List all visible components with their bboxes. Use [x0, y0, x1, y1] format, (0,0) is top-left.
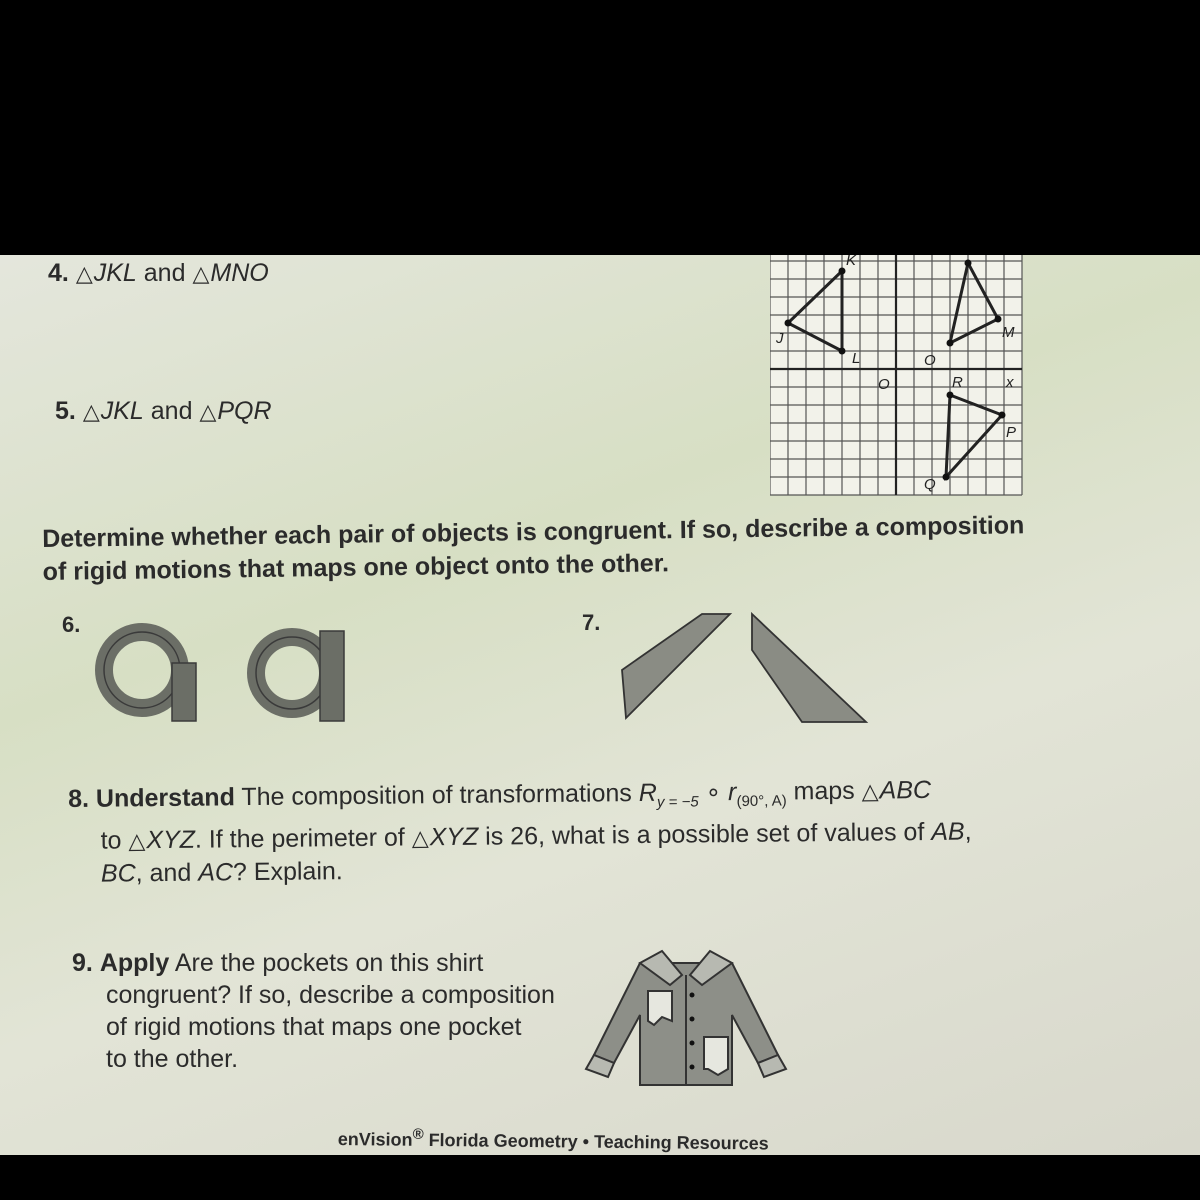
compose-symbol: ∘ — [705, 778, 722, 807]
instructions-line-1: Determine whether each pair of objects is congruent. If so, describe a composition — [42, 511, 1025, 553]
shirt-figure — [582, 945, 792, 1090]
problem-8-text-3: is 26, what is a possible set of values of — [485, 818, 925, 851]
label-j: J — [776, 330, 784, 347]
segment-ac: AC — [198, 858, 234, 887]
instructions-line-2: of rigid motions that maps one object onto the other. — [42, 549, 670, 586]
reflection-subscript: y = −5 — [656, 793, 699, 811]
footer-section: Teaching Resources — [593, 1131, 769, 1154]
triangle-symbol-icon: △ — [82, 399, 100, 424]
and-word: and — [143, 259, 186, 287]
triangle-mno: MNO — [210, 259, 269, 287]
segment-bc: BC — [100, 859, 136, 888]
coordinate-grid — [770, 255, 1032, 500]
triangle-xyz: XYZ — [146, 825, 196, 855]
label-l: L — [852, 350, 861, 367]
problem-8-text: The composition of transformations — [241, 779, 632, 812]
triangle-jkl: JKL — [100, 397, 144, 425]
explain-text: ? Explain. — [232, 857, 343, 887]
maps-word: maps — [793, 776, 855, 806]
problem-5-number: 5. — [55, 397, 76, 425]
triangle-symbol-icon: △ — [75, 261, 93, 286]
problem-5 — [55, 397, 272, 426]
problem-9 — [72, 947, 602, 1075]
reflection-r: R — [638, 778, 657, 808]
label-x: x — [1006, 374, 1014, 391]
rotation-r: r — [727, 778, 737, 807]
problem-9-number: 9. — [72, 949, 93, 977]
problem-9-line-1 — [72, 947, 602, 979]
problem-4 — [48, 259, 269, 288]
footer — [338, 1125, 769, 1155]
problem-6-number: 6. — [62, 612, 81, 637]
triangle-symbol-icon: △ — [199, 399, 217, 424]
rotation-subscript: (90°, A) — [736, 792, 787, 810]
footer-registered: ® — [412, 1125, 424, 1143]
label-o-origin: O — [878, 376, 890, 393]
problem-9-line-2: congruent? If so, describe a composition — [106, 981, 555, 1009]
triangle-symbol-icon: △ — [861, 778, 879, 804]
triangle-symbol-icon: △ — [192, 261, 210, 286]
parallelograms-figure — [612, 610, 872, 730]
problem-8-text-2: . If the perimeter of — [194, 823, 405, 854]
pocket-left-icon — [648, 991, 672, 1025]
shirt-icon — [586, 951, 786, 1085]
triangle-xyz-2: XYZ — [429, 822, 479, 852]
problem-8 — [68, 772, 1109, 890]
segment-ab: AB — [931, 817, 965, 846]
label-q: Q — [924, 476, 936, 493]
problem-4-number: 4. — [48, 259, 69, 287]
footer-brand: enVision — [337, 1128, 413, 1150]
pocket-right-icon — [704, 1037, 728, 1075]
triangle-abc: ABC — [879, 775, 932, 805]
footer-bullet: • — [582, 1131, 590, 1152]
comma: , — [964, 817, 972, 846]
label-o-vertex: O — [924, 352, 936, 369]
letter-a-icon — [256, 631, 344, 721]
triangle-symbol-icon: △ — [411, 825, 429, 851]
problem-8-number: 8. — [68, 784, 90, 813]
problem-9-line-3: of rigid motions that maps one pocket — [106, 1013, 522, 1041]
instructions — [42, 508, 1083, 589]
letter-q-icon — [104, 632, 196, 721]
triangle-pqr: PQR — [217, 397, 272, 425]
label-k: K — [846, 255, 857, 269]
and-word: and — [150, 397, 193, 425]
problem-9-line-4: to the other. — [106, 1045, 239, 1073]
label-r: R — [952, 374, 963, 391]
q-and-a-figure — [92, 615, 352, 725]
and-text: , and — [135, 858, 192, 888]
problem-8-keyword: Understand — [95, 783, 236, 813]
parallelogram-left-icon — [622, 614, 730, 718]
problem-9-keyword: Apply — [99, 949, 170, 977]
label-m: M — [1002, 324, 1015, 341]
to-word: to — [100, 826, 122, 855]
footer-title: Florida Geometry — [428, 1129, 578, 1152]
label-p: P — [1006, 424, 1017, 441]
parallelogram-right-icon — [752, 614, 866, 722]
triangle-symbol-icon: △ — [128, 828, 146, 854]
worksheet-page — [0, 255, 1200, 1155]
triangle-jkl: JKL — [93, 259, 137, 287]
problem-9-text-1: Are the pockets on this shirt — [174, 949, 484, 977]
problem-7-number: 7. — [582, 610, 601, 635]
